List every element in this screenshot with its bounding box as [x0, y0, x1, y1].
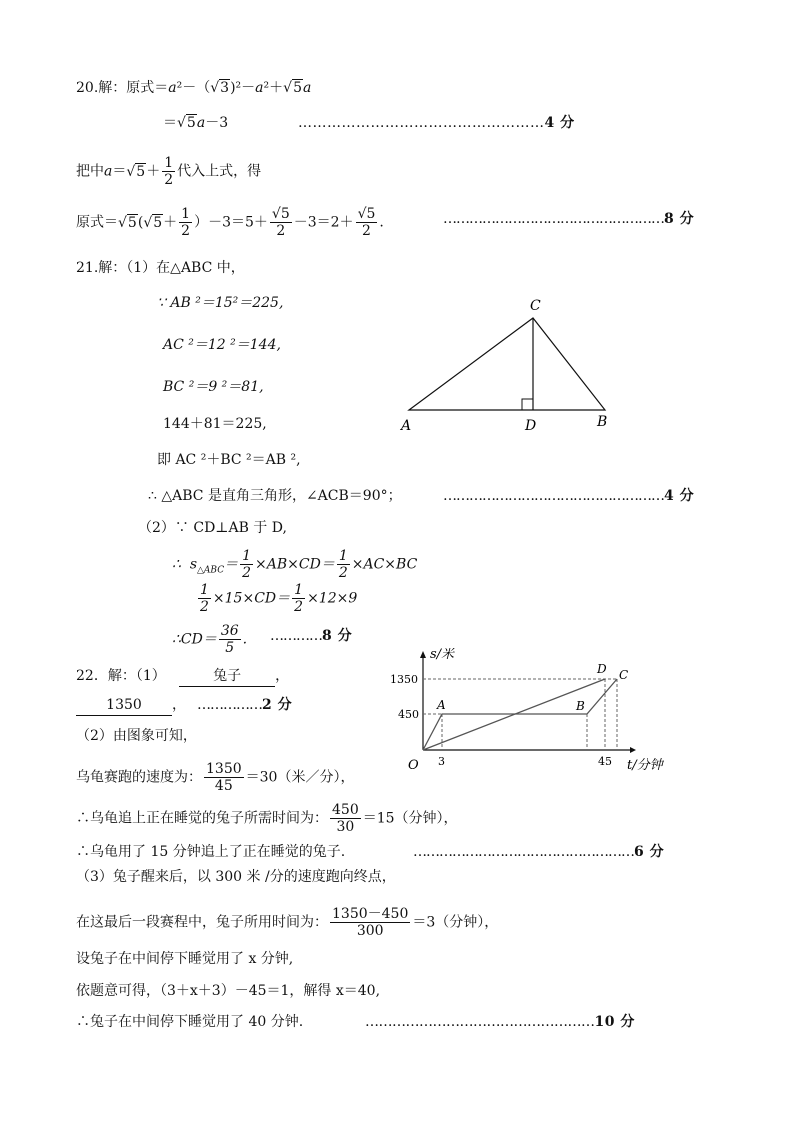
y-tick-450: 450 [398, 708, 419, 721]
score: 8 分 [664, 211, 695, 227]
score: 2 分 [262, 697, 293, 713]
score-line [413, 842, 664, 862]
dot-leader: …………………………………………… [443, 488, 664, 504]
point-c-label: C [619, 668, 629, 682]
label-a: A [401, 418, 412, 434]
score-line [197, 695, 292, 715]
answer-blank: 1350 [76, 695, 172, 716]
score: 10 分 [594, 1014, 635, 1030]
q22-step: 依题意可得，（3＋x＋3）－45＝1，解得 x＝40, [76, 983, 381, 999]
triangle-figure [395, 292, 620, 437]
q22-step: ∴乌龟追上正在睡觉的兔子所需时间为： $\frac{450}{30}$ ＝15（分钟）， [76, 802, 458, 835]
q20-line3: 把中a＝√5＋ $\frac{1}{2}$ 代入上式，得 [76, 155, 262, 188]
q20-text: 20.解：原式＝ [76, 80, 169, 96]
q22-step: （2）由图象可知， [76, 728, 197, 744]
q21-step: （2）∵ CD⊥AB 于 D, [138, 520, 287, 536]
fraction: $\frac{1}{2}$ [181, 206, 191, 239]
sqrt-5: √5 [118, 214, 137, 231]
sqrt-5: √5 [283, 80, 302, 96]
x-tick-45: 45 [598, 755, 612, 768]
score: 8 分 [322, 628, 353, 644]
q20-line2 [163, 113, 228, 133]
q22-step: 设兔子在中间停下睡觉用了 x 分钟, [76, 951, 294, 967]
rabbit-line [423, 679, 617, 750]
triangle-abc [409, 318, 605, 410]
distance-time-graph [390, 648, 670, 778]
label-b: B [597, 414, 608, 430]
q20-text: )²－ [230, 80, 256, 96]
q20-text: a [255, 80, 264, 96]
fraction: $\frac{1}{2}$ [338, 548, 348, 581]
q20-text: a [196, 115, 206, 131]
answer-blank: 兔子 [179, 666, 275, 687]
q21-step: BC ²＝9 ²＝81, [163, 379, 264, 395]
fraction: $\frac{450}{30}$ [332, 802, 359, 835]
x-axis-arrow [630, 747, 636, 753]
dot-leader: …………… [197, 697, 262, 713]
q21-area-line: ∴ $s_{\triangle ABC}=$ $\frac{1}{2}$ ×AB×CD＝ $\frac{1}{2}$ ×AC×BC [172, 548, 418, 581]
q20-text: a [303, 80, 312, 96]
dot-leader: ………… [270, 628, 322, 644]
right-angle-mark [522, 399, 533, 410]
score-line [270, 626, 352, 646]
q22-step: 乌龟赛跑的速度为： $\frac{1350}{45}$ ＝30（米／分）， [76, 761, 355, 794]
q22-step: ∴乌龟用了 15 分钟追上了正在睡觉的兔子. [76, 844, 346, 860]
q22-line1: 22．解：（1） 兔子 ， [76, 666, 289, 687]
q21-step: 即 AC ²＋BC ²＝AB ², [157, 452, 301, 468]
fraction: $\frac{1}{2}$ [164, 155, 174, 188]
score: 4 分 [664, 488, 695, 504]
q20-text: ＝ [163, 115, 177, 131]
q20-text: ²＋ [263, 80, 284, 96]
q22-step: （3）兔子醒来后，以 300 米 /分的速度跑向终点， [76, 869, 396, 885]
score: 4 分 [544, 115, 575, 131]
sqrt-5: √5 [177, 115, 196, 131]
q20-line1 [76, 78, 311, 98]
point-a-label: A [437, 698, 446, 712]
q21-result: ∴CD＝ $\frac{36}{5}$ . [172, 623, 248, 656]
dot-leader: …………………………………………… [365, 1014, 595, 1030]
fraction: $\frac{1350-450}{300}$ [332, 906, 409, 939]
q21-step: ∴ △ABC 是直角三角形，∠ACB＝90°； [148, 488, 402, 504]
q20-line4: 原式＝√5(√5＋ $\frac{1}{2}$ ）－3＝5＋ $\frac{√5}{2}$ －3＝2＋ $\frac{√5}{2}$ . [76, 206, 384, 239]
fraction: $\frac{1}{2}$ [242, 548, 252, 581]
sqrt-5: √5 [126, 163, 146, 180]
x-tick-3: 3 [438, 755, 445, 768]
sqrt-5: √5 [143, 214, 163, 231]
fraction: $\frac{√5}{2}$ [357, 206, 376, 239]
q21-title: 21.解：（1）在△ABC 中， [76, 260, 245, 276]
y-tick-1350: 1350 [390, 673, 418, 686]
q22-step: 在这最后一段赛程中，兔子所用时间为： $\frac{1350-450}{300}$ ＝3（分钟）， [76, 906, 499, 939]
q21-step: AC ²＝12 ²＝144, [163, 337, 281, 353]
score-line [365, 1012, 635, 1032]
q22-step: ∴兔子在中间停下睡觉用了 40 分钟. [76, 1014, 304, 1030]
sqrt-3: √3 [210, 80, 230, 96]
score-line [298, 113, 575, 133]
x-axis-label: t/分钟 [627, 758, 663, 773]
fraction: $\frac{1}{2}$ [200, 582, 209, 615]
y-axis-arrow [420, 651, 426, 658]
score: 6 分 [634, 844, 665, 860]
point-d-label: D [597, 662, 607, 676]
label-d: D [525, 418, 537, 434]
q21-step: ∵ AB ²＝15²＝225, [157, 295, 284, 311]
score-line [443, 486, 694, 506]
q20-text: ²－（ [176, 80, 211, 96]
score-line [443, 209, 694, 229]
origin-label: O [408, 758, 419, 773]
dot-leader: …………………………………………… [298, 115, 545, 131]
fraction: $\frac{√5}{2}$ [271, 206, 290, 239]
q20-text: －3 [205, 115, 229, 131]
fraction: $\frac{36}{5}$ [220, 623, 239, 656]
q22-line2: 1350 ， [76, 695, 186, 716]
dot-leader: …………………………………………… [413, 844, 634, 860]
dot-leader: …………………………………………… [443, 211, 664, 227]
q20-text: a [168, 80, 177, 96]
fraction: $\frac{1}{2}$ [294, 582, 304, 615]
label-c: C [530, 298, 541, 314]
q21-step: 144＋81＝225, [163, 416, 267, 432]
y-axis-label: s/米 [430, 648, 455, 662]
fraction: $\frac{1350}{45}$ [206, 761, 242, 794]
point-b-label: B [576, 699, 585, 713]
q21-area-line2: $\frac{1}{2}$ ×15×CD＝ $\frac{1}{2}$ ×12×9 [200, 582, 358, 615]
